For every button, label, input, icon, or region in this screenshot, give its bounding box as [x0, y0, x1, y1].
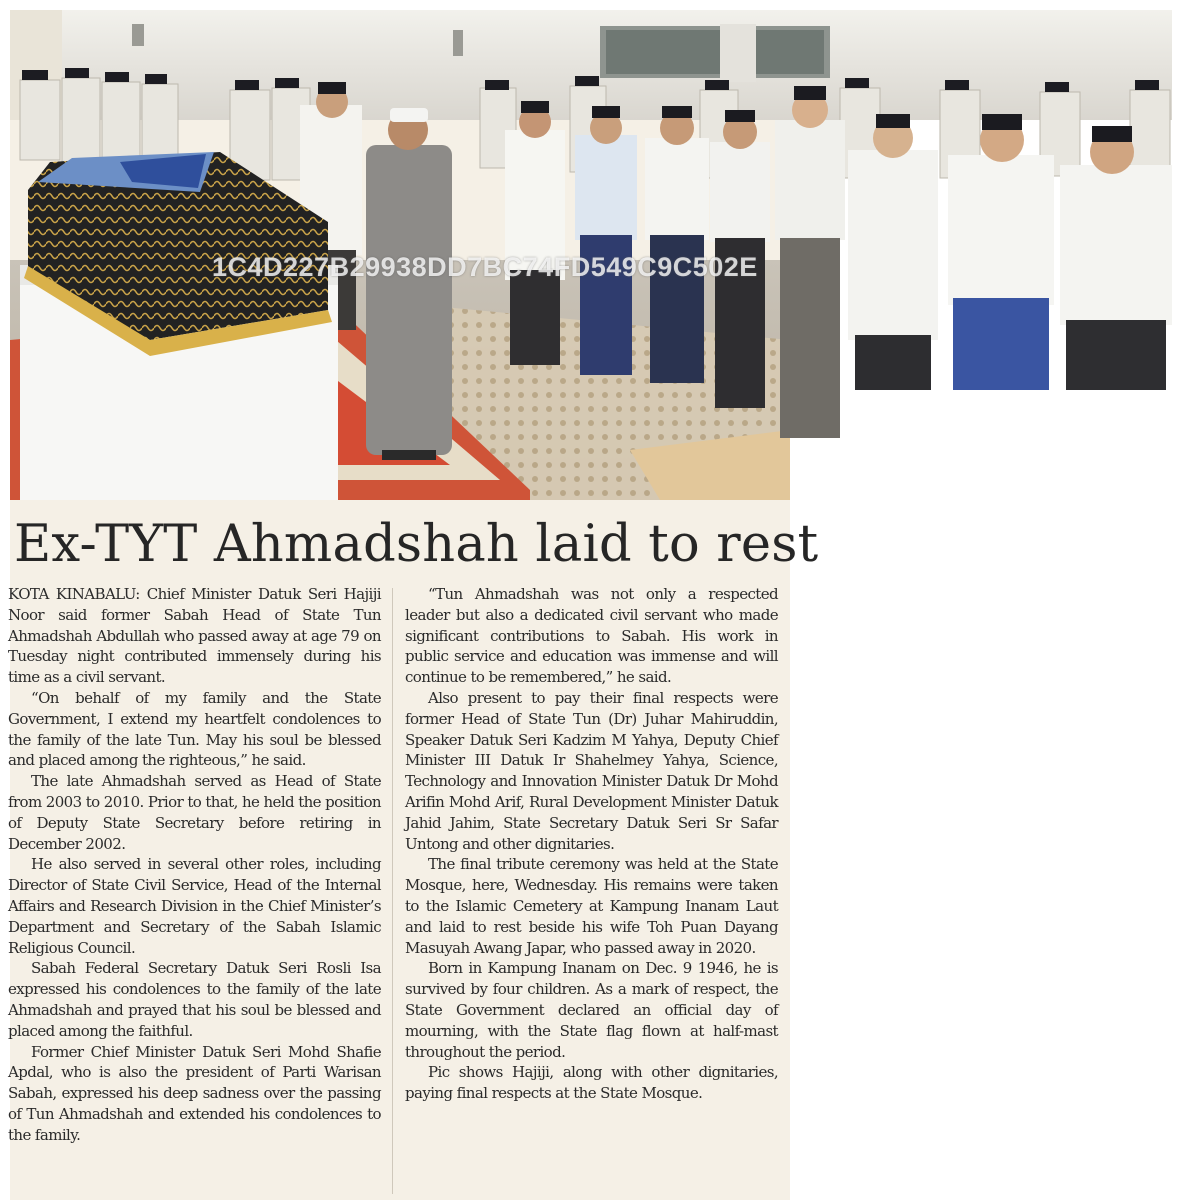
article-headline: Ex-TYT Ahmadshah laid to rest [14, 515, 819, 574]
article-paragraph: “Tun Ahmadshah was not only a respected leader but also a dedicated civil servant who made significant contributions to Sabah. His work in public service and education was immense and will continue to be remembered,” he said. [405, 585, 778, 687]
article-paragraph: Pic shows Hajiji, along with other dignitaries, paying final respects at the State Mosque. [405, 1063, 778, 1103]
article-paragraph: Former Chief Minister Datuk Seri Mohd Shafie Apdal, who is also the president of Parti Warisan Sabah, expressed his deep sadness over the passing of Tun Ahmadshah and extended his condolences to the family. [8, 1042, 381, 1144]
article-paragraph: KOTA KINABALU: Chief Minister Datuk Seri Hajiji Noor said former Sabah Head of State Tun Ahmadshah Abdullah who passed away at age 79 on Tuesday night contributed immensely during his time as a civil servant. [8, 585, 381, 687]
article-column-2 [405, 584, 778, 1104]
article-column-1 [8, 584, 381, 1146]
article-paragraph: Born in Kampung Inanam on Dec. 9 1946, he is survived by four children. As a mark of respect, the State Government declared an official day of mourning, with the State flag flown at half-mast throughout the period. [405, 959, 778, 1061]
photo-watermark: 1C4D227B29938DD7BC74FD549C9C502E [212, 252, 758, 282]
article-paragraph: The late Ahmadshah served as Head of State from 2003 to 2010. Prior to that, he held the position of Deputy State Secretary before retiring in December 2002. [8, 772, 381, 853]
article-paragraph: “On behalf of my family and the State Government, I extend my heartfelt condolences to the family of the late Tun. May his soul be blessed and placed among the righteous,” he said. [8, 688, 381, 770]
article-paragraph: The final tribute ceremony was held at the State Mosque, here, Wednesday. His remains were taken to the Islamic Cemetery at Kampung Inanam Laut and laid to rest beside his wife Toh Puan Dayang Masuyah Awang Japar, who passed away in 2020. [405, 855, 778, 957]
article-paragraph: Also present to pay their final respects were former Head of State Tun (Dr) Juhar Mahiruddin, Speaker Datuk Seri Kadzim M Yahya, Deputy Chief Minister III Datuk Ir Shahelmey Yahya, Science, Technology and Innovation Minister Datuk Dr Mohd Arifin Mohd Arif, Rural Development Minister Datuk Jahid Jahim, State Secretary Datuk Seri Sr Safar Untong and other dignitaries. [405, 688, 778, 853]
column-divider [392, 588, 393, 1194]
article-paragraph: Sabah Federal Secretary Datuk Seri Rosli Isa expressed his condolences to the family of the late Ahmadshah and prayed that his soul be blessed and placed among the faithful. [8, 959, 381, 1040]
article-paragraph: He also served in several other roles, including Director of State Civil Service, Head of the Internal Affairs and Research Division in the Chief Minister’s Department and Secretary of the Sabah Islamic Religious Council. [8, 855, 381, 957]
